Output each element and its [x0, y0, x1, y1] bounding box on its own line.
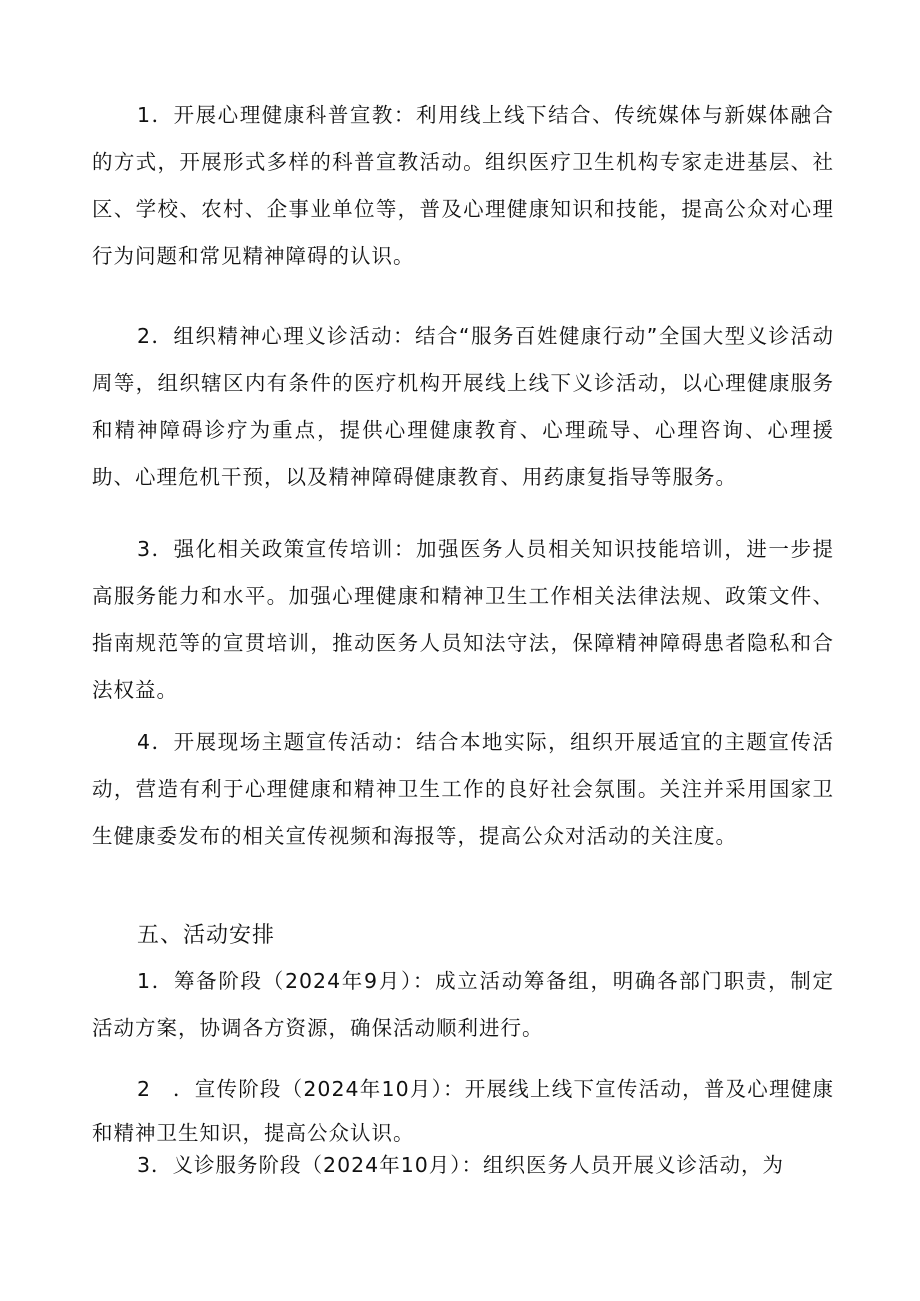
schedule-item-preparation: 1．筹备阶段（2024年9月）：成立活动筹备组，明确各部门职责，制定活动方案，协调各方资源，确保活动顺利进行。 — [92, 969, 834, 1040]
schedule-item-publicity: 2 ．宣传阶段（2024年10月）：开展线上线下宣传活动，普及心理健康和精神卫生知识，提高公众认识。 — [92, 1077, 834, 1145]
schedule-item-clinic-service: 3．义诊服务阶段（2024年10月）：组织医务人员开展义诊活动，为 — [137, 1153, 785, 1177]
paragraph-onsite-publicity: 4．开展现场主题宣传活动：结合本地实际，组织开展适宜的主题宣传活动，营造有利于心理健康和精神卫生工作的良好社会氛围。关注并采用国家卫生健康委发布的相关宣传视频和海报等，提高公众对活动的关注度。 — [92, 730, 834, 848]
paragraph-policy-training: 3．强化相关政策宣传培训：加强医务人员相关知识技能培训，进一步提高服务能力和水平。加强心理健康和精神卫生工作相关法律法规、政策文件、指南规范等的宣贯培训，推动医务人员知法守法，保障精神障碍患者隐私和合法权益。 — [92, 537, 834, 702]
paragraph-science-education: 1．开展心理健康科普宣教：利用线上线下结合、传统媒体与新媒体融合的方式，开展形式多样的科普宣教活动。组织医疗卫生机构专家走进基层、社区、学校、农村、企事业单位等，普及心理健康知识和技能，提高公众对心理行为问题和常见精神障碍的认识。 — [92, 103, 834, 268]
paragraph-free-clinic: 2．组织精神心理义诊活动：结合“服务百姓健康行动”全国大型义诊活动周等，组织辖区内有条件的医疗机构开展线上线下义诊活动，以心理健康服务和精神障碍诊疗为重点，提供心理健康教育、心理疏导、心理咨询、心理援助、心理危机干预，以及精神障碍健康教育、用药康复指导等服务。 — [92, 324, 834, 489]
section-heading-schedule: 五、活动安排 — [137, 923, 276, 948]
